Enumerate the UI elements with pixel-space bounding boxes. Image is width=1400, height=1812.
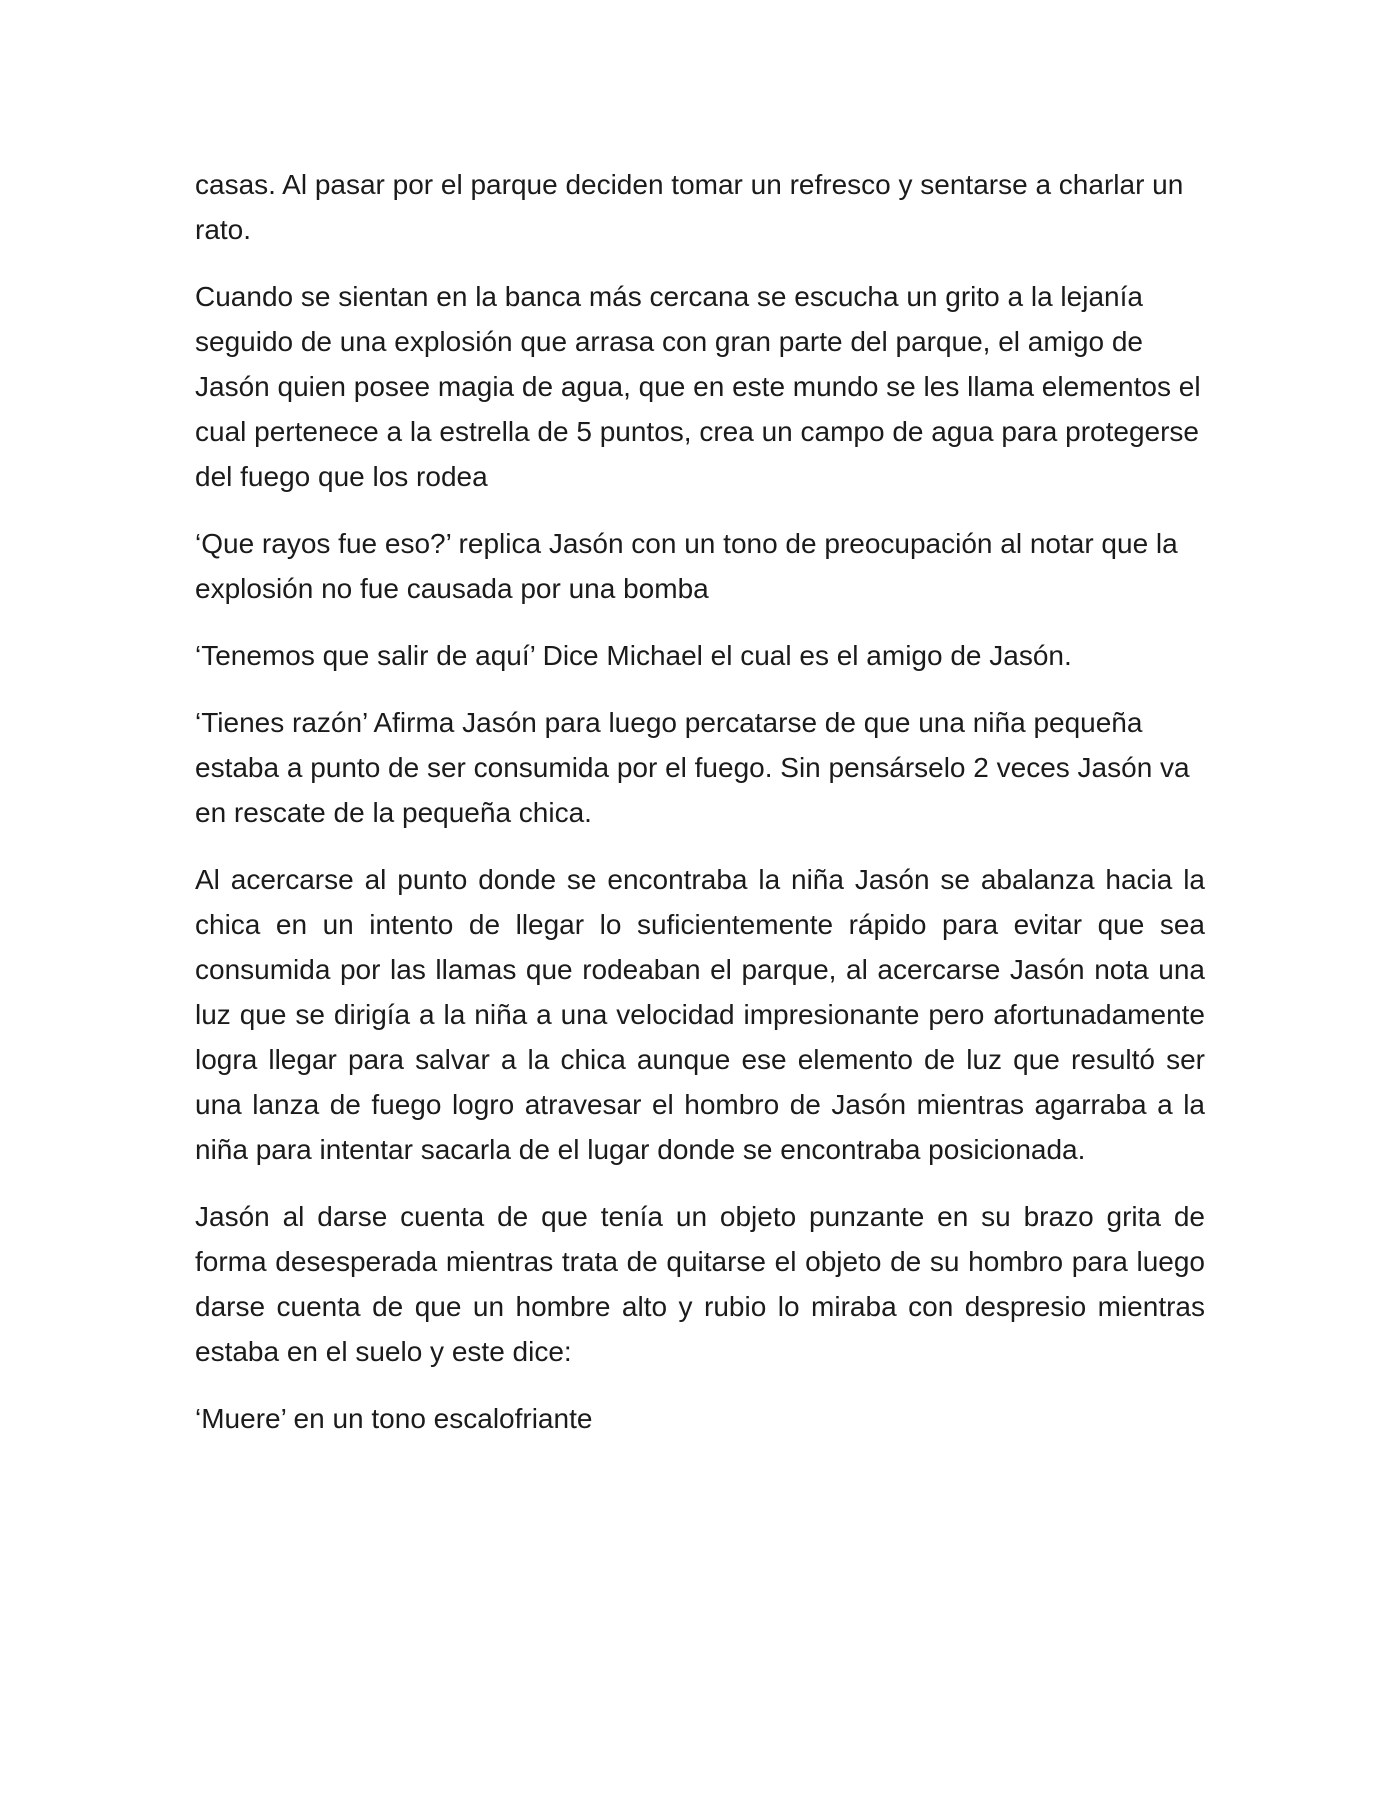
paragraph-8: ‘Muere’ en un tono escalofriante — [195, 1403, 593, 1434]
paragraph-3: ‘Que rayos fue eso?’ replica Jasón con un tono de preocupación al notar que la explosión no fue causada por una bomba — [195, 528, 1178, 604]
paragraph-7: Jasón al darse cuenta de que tenía un objeto punzante en su brazo grita de forma desesperada mientras trata de quitarse el objeto de su hombro para luego darse cuenta de que un hombre alto y rubio lo miraba con despresio mientras estaba en el suelo y este dice: — [195, 1201, 1205, 1367]
document-body — [195, 162, 1205, 1463]
paragraph-1: casas. Al pasar por el parque deciden tomar un refresco y sentarse a charlar un rato. — [195, 169, 1184, 245]
paragraph-5: ‘Tienes razón’ Afirma Jasón para luego percatarse de que una niña pequeña estaba a punto de ser consumida por el fuego. Sin pensárselo 2 veces Jasón va en rescate de la pequeña chica. — [195, 707, 1190, 828]
paragraph-2: Cuando se sientan en la banca más cercana se escucha un grito a la lejanía seguido de una explosión que arrasa con gran parte del parque, el amigo de Jasón quien posee magia de agua, que en este mundo se les llama elementos el cual pertenece a la estrella de 5 puntos, crea un campo de agua para protegerse del fuego que los rodea — [195, 281, 1201, 492]
paragraph-6: Al acercarse al punto donde se encontraba la niña Jasón se abalanza hacia la chica en un intento de llegar lo suficientemente rápido para evitar que sea consumida por las llamas que rodeaban el parque, al acercarse Jasón nota una luz que se dirigía a la niña a una velocidad impresionante pero afortunadamente logra llegar para salvar a la chica aunque ese elemento de luz que resultó ser una lanza de fuego logro atravesar el hombro de Jasón mientras agarraba a la niña para intentar sacarla de el lugar donde se encontraba posicionada. — [195, 864, 1205, 1165]
paragraph-4: ‘Tenemos que salir de aquí’ Dice Michael el cual es el amigo de Jasón. — [195, 640, 1072, 671]
